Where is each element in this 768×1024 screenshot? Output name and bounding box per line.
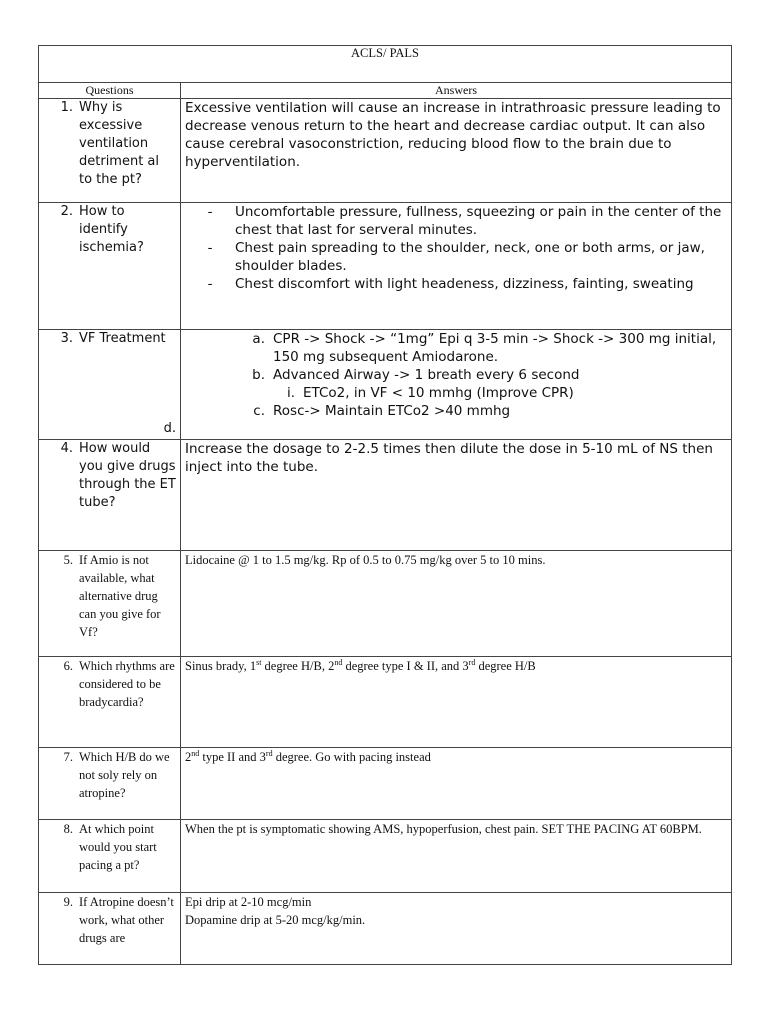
- list-item: [185, 203, 727, 239]
- table-row: [39, 440, 732, 551]
- dash-bullet: -: [207, 204, 213, 220]
- answer-line: Dopamine drip at 5-20 mcg/kg/min.: [185, 913, 366, 927]
- question-cell: [39, 203, 181, 330]
- stray-list-marker: d.: [163, 421, 176, 436]
- list-marker: a.: [252, 331, 265, 347]
- list-item: [185, 330, 727, 366]
- questions-header: Questions: [39, 83, 181, 99]
- table-title: ACLS/ PALS: [39, 46, 732, 83]
- question-number: 2.: [60, 204, 73, 219]
- list-item-text: Uncomfortable pressure, fullness, squeezing or pain in the center of the chest that last for serveral minutes.: [235, 204, 722, 238]
- question-number: 7.: [63, 750, 73, 764]
- question-cell: [39, 820, 181, 893]
- table-row: [39, 330, 732, 440]
- list-marker: b.: [252, 367, 265, 383]
- list-item-text: Chest discomfort with light headeness, dizziness, fainting, sweating: [235, 276, 694, 292]
- answer-text: Excessive ventilation will cause an increase in intrathroasic pressure leading to decrease venous return to the heart and decrease cardiac output. It can also cause cerebral vasoconstriction, reducing blood flow to the brain due to hyperventilation.: [185, 100, 721, 170]
- question-cell: [39, 551, 181, 657]
- question-number: 6.: [63, 659, 73, 673]
- list-item-text: CPR -> Shock -> “1mg” Epi q 3-5 min -> Shock -> 300 mg initial, 150 mg subsequent Amiodarone.: [273, 331, 717, 365]
- table-row: [39, 657, 732, 748]
- question-text: How would you give drugs through the ET tube?: [79, 441, 176, 510]
- list-marker: c.: [253, 403, 265, 419]
- question-text: Why is excessive ventilation detriment al to the pt?: [79, 100, 160, 187]
- answer-cell: [181, 440, 732, 551]
- question-number: 4.: [60, 441, 73, 456]
- answer-cell: [181, 99, 732, 203]
- list-item-text: Chest pain spreading to the shoulder, neck, one or both arms, or jaw, shoulder blades.: [235, 240, 705, 274]
- answer-line: Epi drip at 2-10 mcg/min: [185, 895, 312, 909]
- question-text: If Amio is not available, what alternative drug can you give for Vf?: [79, 553, 161, 639]
- symptom-list: [185, 203, 727, 293]
- question-number: 3.: [60, 331, 73, 346]
- list-item: [185, 384, 727, 402]
- table-row: [39, 551, 732, 657]
- list-item-text: Rosc-> Maintain ETCo2 >40 mmhg: [273, 403, 511, 419]
- answer-text: 2nd type II and 3rd degree. Go with pacing instead: [185, 748, 431, 764]
- question-number: 5.: [63, 553, 73, 567]
- question-cell: [39, 440, 181, 551]
- answer-cell: [181, 551, 732, 657]
- question-number: 8.: [63, 822, 73, 836]
- answer-cell: [181, 893, 732, 965]
- question-text: Which H/B do we not soly rely on atropine?: [79, 750, 170, 800]
- answer-cell: [181, 748, 732, 820]
- qa-table: [38, 45, 732, 965]
- answer-text: Sinus brady, 1st degree H/B, 2nd degree type I & II, and 3rd degree H/B: [185, 657, 536, 673]
- question-text: How to identify ischemia?: [79, 204, 144, 255]
- question-cell: [39, 748, 181, 820]
- question-cell: [39, 657, 181, 748]
- question-number: 9.: [63, 895, 73, 909]
- vf-treatment-list: [185, 330, 727, 420]
- title-row: [39, 46, 732, 83]
- list-item-text: Advanced Airway -> 1 breath every 6 second: [273, 367, 580, 383]
- answer-text: Lidocaine @ 1 to 1.5 mg/kg. Rp of 0.5 to 0.75 mg/kg over 5 to 10 mins.: [185, 553, 546, 567]
- question-text: Which rhythms are considered to be bradycardia?: [79, 659, 175, 709]
- table-row: [39, 99, 732, 203]
- question-cell: [39, 330, 181, 440]
- dash-bullet: -: [207, 276, 213, 292]
- table-row: [39, 748, 732, 820]
- answer-cell: [181, 657, 732, 748]
- answer-cell: [181, 330, 732, 440]
- question-text: If Atropine doesn’t work, what other drugs are: [79, 895, 174, 945]
- list-item: [185, 239, 727, 275]
- list-marker: i.: [286, 385, 295, 401]
- table-row: [39, 820, 732, 893]
- list-item: [185, 402, 727, 420]
- list-item: [185, 366, 727, 384]
- header-row: [39, 83, 732, 99]
- dash-bullet: -: [207, 240, 213, 256]
- answer-text: When the pt is symptomatic showing AMS, hypoperfusion, chest pain. SET THE PACING AT 60BPM.: [185, 822, 702, 836]
- question-text: VF Treatment: [79, 331, 166, 346]
- answer-cell: [181, 820, 732, 893]
- list-item-text: ETCo2, in VF < 10 mmhg (Improve CPR): [303, 385, 574, 401]
- answers-header: Answers: [181, 83, 732, 99]
- table-row: [39, 203, 732, 330]
- question-cell: [39, 893, 181, 965]
- answer-text: Increase the dosage to 2-2.5 times then dilute the dose in 5-10 mL of NS then inject into the tube.: [185, 441, 713, 475]
- question-cell: [39, 99, 181, 203]
- table-row: [39, 893, 732, 965]
- question-number: 1.: [60, 100, 73, 115]
- list-item: [185, 275, 727, 293]
- question-text: At which point would you start pacing a pt?: [79, 822, 157, 872]
- answer-cell: [181, 203, 732, 330]
